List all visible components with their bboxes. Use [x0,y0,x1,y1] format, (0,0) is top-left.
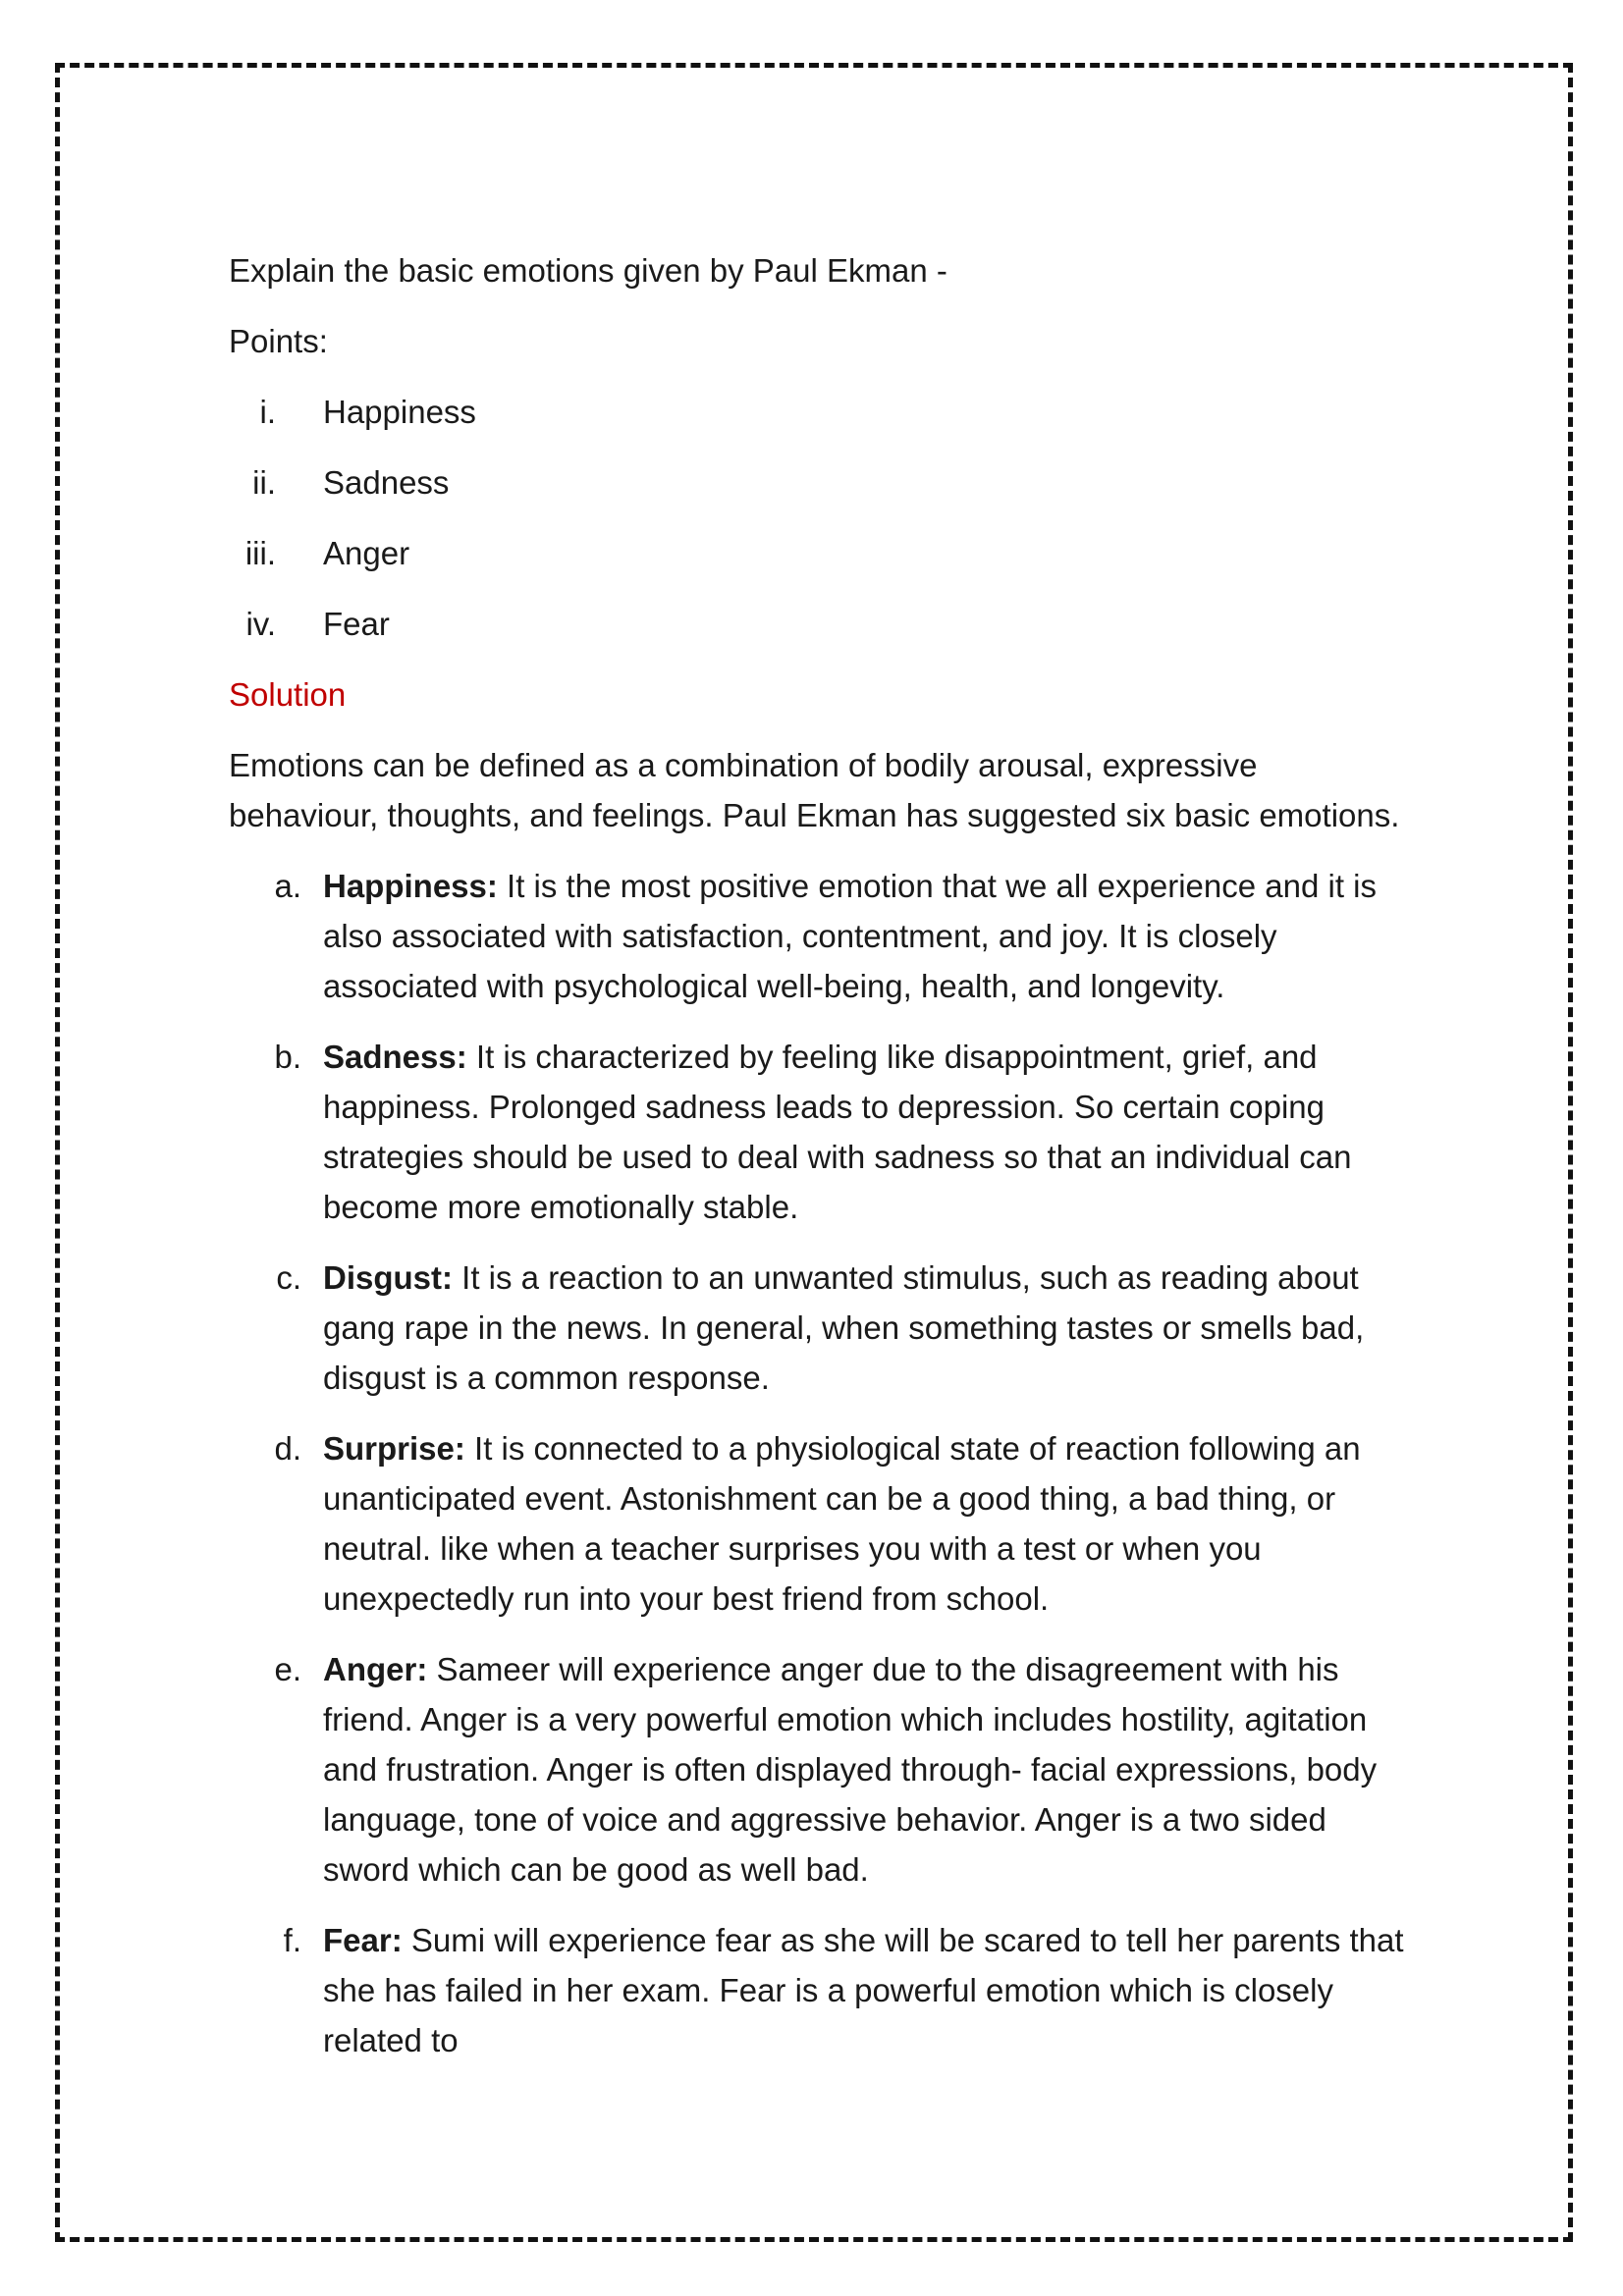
list-marker: d. [274,1430,301,1467]
list-item [229,1032,1407,1232]
emotion-description: Sameer will experience anger due to the disagreement with his friend. Anger is a very powerful emotion which includes hostility, agitation and frustration. Anger is often displayed through- facial expressions, body language, tone of voice and aggressive behavior. Anger is a two sided sword which can be good as well bad. [323,1651,1378,1888]
list-marker: a. [274,868,301,904]
list-marker: iii. [244,535,276,571]
document-content [229,245,1407,2086]
emotion-term: Happiness: [323,868,498,904]
point-text: Fear [323,606,390,642]
list-item [229,1253,1407,1403]
list-item [229,1423,1407,1624]
list-marker: f. [283,1922,301,1958]
list-item [229,457,1407,507]
emotion-description: It is the most positive emotion that we all experience and it is also associated with satisfaction, contentment, and joy. It is closely associated with psychological well-being, health, and longevity. [323,868,1377,1004]
list-item [229,387,1407,437]
emotion-term: Surprise: [323,1430,465,1467]
list-item [229,599,1407,649]
list-item [229,528,1407,578]
list-item [229,861,1407,1011]
emotion-description: It is connected to a physiological state of reaction following an unanticipated event. Astonishment can be a good thing, a bad thing, or neutral. like when a teacher surprises you with a test or when you unexpectedly run into your best friend from school. [323,1430,1361,1617]
solution-heading: Solution [229,676,347,713]
list-marker: ii. [252,464,276,501]
points-list [229,387,1407,649]
question-text: Explain the basic emotions given by Paul Ekman - [229,252,947,289]
emotions-list [229,861,1407,2065]
emotion-term: Sadness: [323,1039,467,1075]
list-marker: e. [274,1651,301,1687]
emotion-description: It is a reaction to an unwanted stimulus, such as reading about gang rape in the news. In general, when something tastes or smells bad, disgust is a common response. [323,1259,1365,1396]
list-marker: b. [274,1039,301,1075]
point-text: Sadness [323,464,450,501]
emotion-term: Anger: [323,1651,428,1687]
emotion-term: Disgust: [323,1259,453,1296]
point-text: Happiness [323,394,476,430]
emotion-term: Fear: [323,1922,403,1958]
list-item [229,1915,1407,2065]
list-marker: i. [259,394,276,430]
list-marker: c. [276,1259,301,1296]
list-marker: iv. [245,606,276,642]
point-text: Anger [323,535,410,571]
intro-paragraph: Emotions can be defined as a combination of bodily arousal, expressive behaviour, thoughts, and feelings. Paul Ekman has suggested six basic emotions. [229,747,1400,833]
emotion-description: Sumi will experience fear as she will be scared to tell her parents that she has failed in her exam. Fear is a powerful emotion which is closely related to [323,1922,1404,2058]
list-item [229,1644,1407,1895]
points-label: Points: [229,323,328,359]
emotion-description: It is characterized by feeling like disappointment, grief, and happiness. Prolonged sadness leads to depression. So certain coping strategies should be used to deal with sadness so that an individual can become more emotionally stable. [323,1039,1352,1225]
